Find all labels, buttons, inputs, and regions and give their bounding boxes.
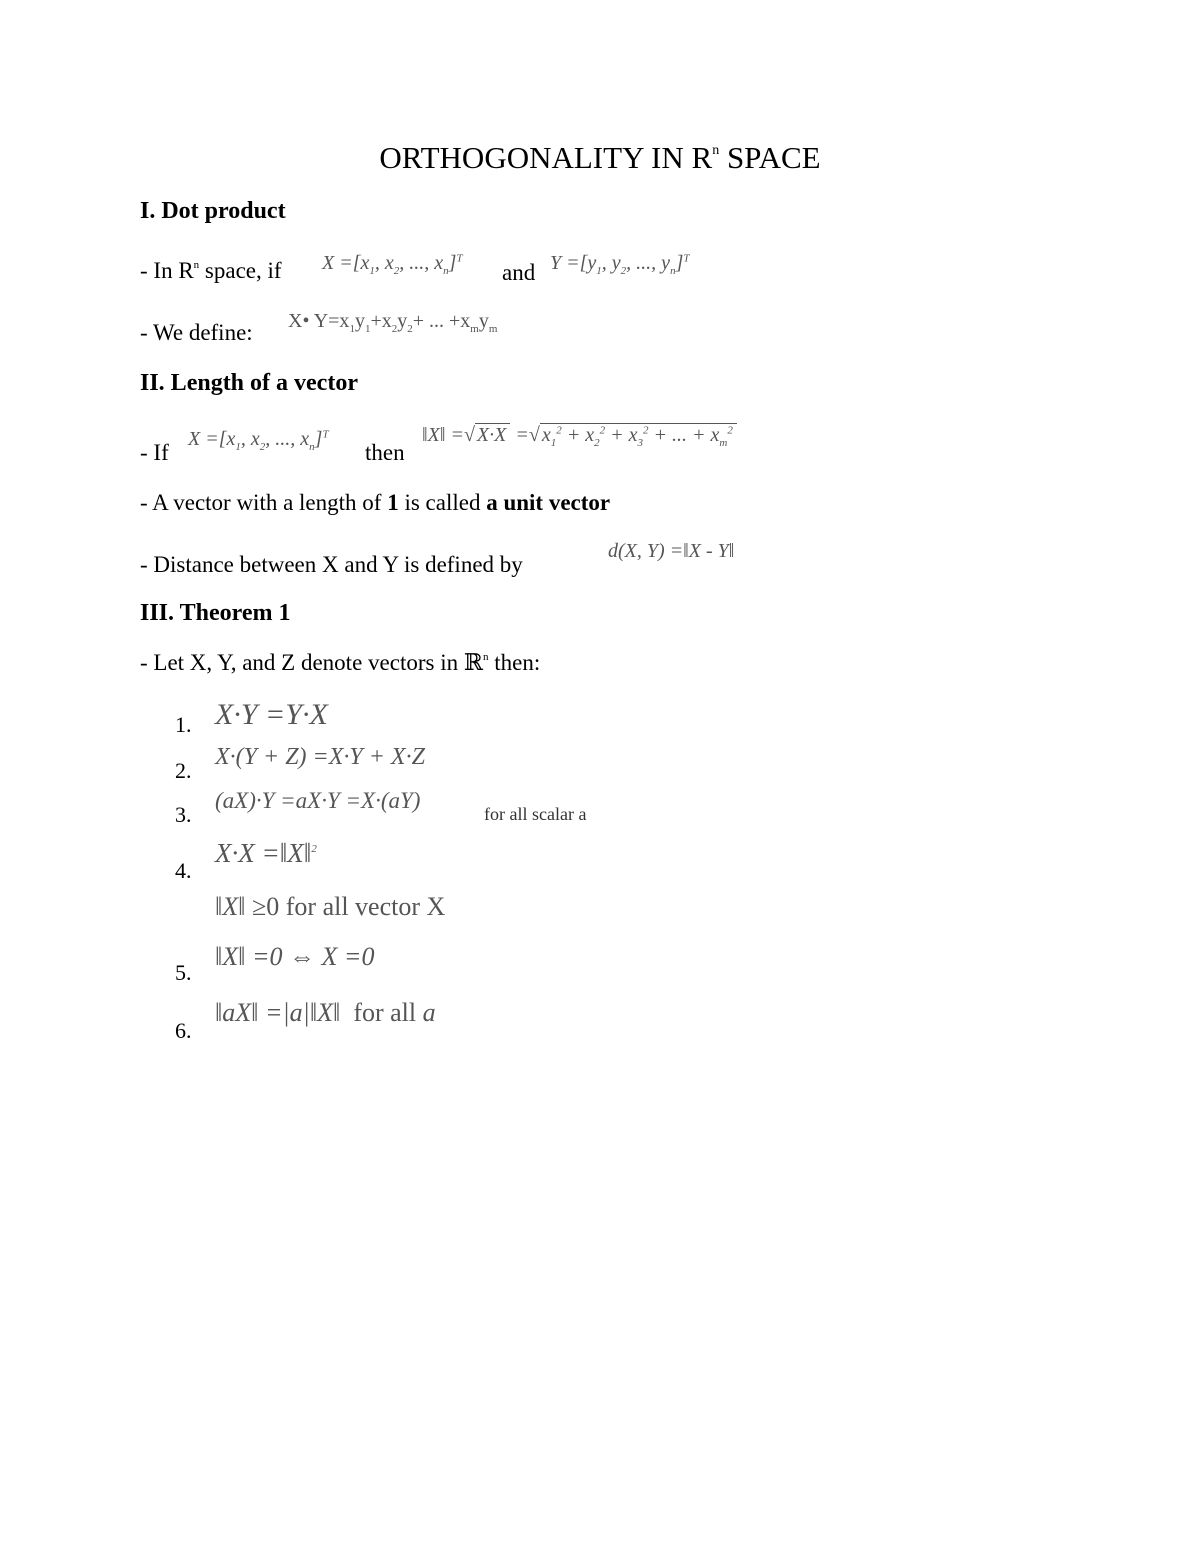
theorem-intro: - Let X, Y, and Z denote vectors in ℝ$^n$ then: — [140, 650, 541, 675]
dot-product-formula: X• $Y=x_1y_1+x_2y_2+$ ... $+x_my_m$ — [288, 310, 498, 335]
theorem-item-3-formula: (aX)·Y =aX·Y =X·(aY) — [215, 788, 421, 813]
theorem-item-number: 3. — [175, 802, 192, 827]
distance-formula: d(X, Y) =‖X - Y‖ — [608, 540, 735, 562]
theorem-item-4-formula: X·X =‖X‖$^2$ — [215, 838, 317, 868]
page-title: ORTHOGONALITY IN $R^n$ SPACE — [379, 140, 821, 175]
and-word: and — [502, 260, 536, 285]
dot-product-line-1: - In $R^n$ space, if — [140, 258, 282, 283]
theorem-item-4-inequality: ‖X‖ ≥0 for all vector X — [215, 892, 446, 921]
dot-product-line-2: - We define: — [140, 320, 253, 345]
length-formula: ‖X‖ =√ X·X =√ $x_1^2 + x_2^2 + x_3^2$ + ... + $x_m^2$ — [422, 424, 737, 449]
theorem-item-number: 6. — [175, 1018, 192, 1043]
section-heading-dot-product: I. Dot product — [140, 198, 286, 224]
theorem-item-3-note: for all scalar a — [484, 804, 587, 824]
section-heading-theorem: III. Theorem 1 — [140, 600, 291, 626]
then-word: then — [365, 440, 405, 465]
theorem-item-6-formula: ‖aX‖ =|a|‖X‖ for all a — [215, 998, 436, 1027]
theorem-item-number: 4. — [175, 858, 192, 883]
vector-y-definition: $Y =[y_1$, $y_2$, ..., $y_n]^T$ — [550, 252, 690, 277]
theorem-item-5-formula: ‖X‖ =0 ⇔ X =0 — [215, 942, 375, 971]
vector-x-definition-2: $X =[x_1$, $x_2$, ..., $x_n]^T$ — [188, 428, 329, 453]
theorem-item-number: 1. — [175, 712, 192, 737]
theorem-item-number: 2. — [175, 758, 192, 783]
theorem-item-1-formula: X·Y =Y·X — [215, 698, 328, 731]
theorem-item-number: 5. — [175, 960, 192, 985]
theorem-item-2-formula: X·(Y + Z) =X·Y + X·Z — [215, 744, 425, 770]
vector-x-definition: $X =[x_1$, $x_2$, ..., $x_n]^T$ — [322, 252, 463, 277]
section-heading-length: II. Length of a vector — [140, 370, 358, 396]
length-line-1: - If — [140, 440, 169, 465]
unit-vector-line: - A vector with a length of 1 is called a unit vector — [140, 490, 611, 515]
distance-line: - Distance between X and Y is defined by — [140, 552, 523, 577]
